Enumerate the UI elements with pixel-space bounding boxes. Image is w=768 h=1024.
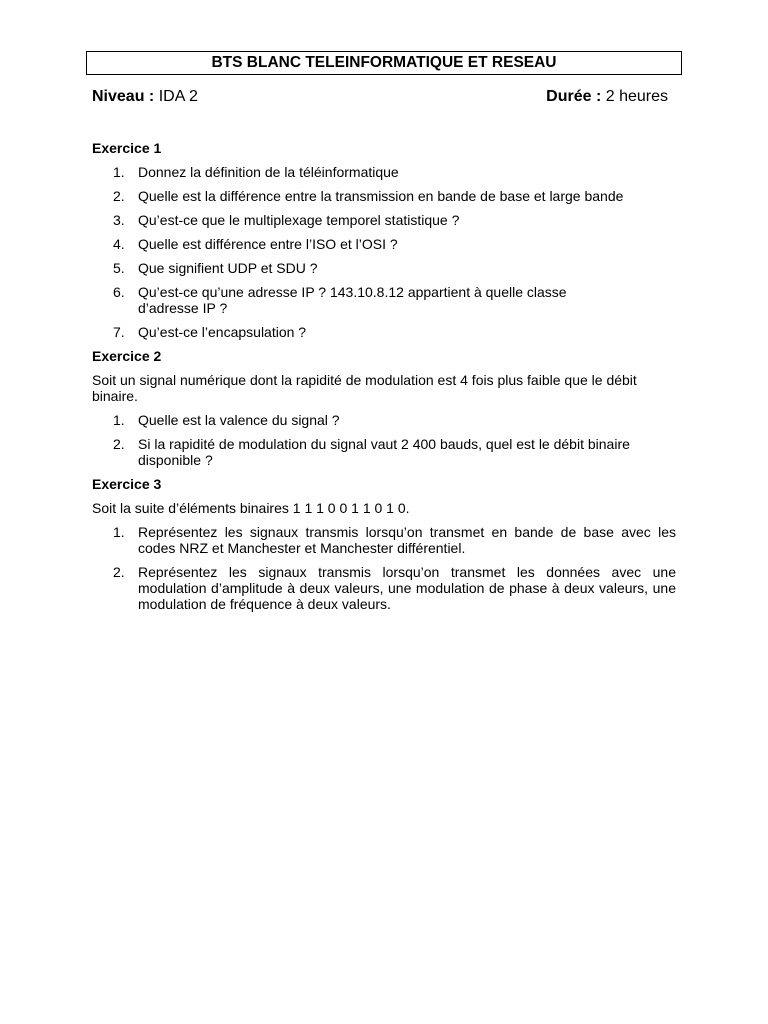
question-item: [92, 260, 676, 276]
question-text: Quelle est différence entre l’ISO et l’OSI ?: [138, 236, 398, 252]
duration-info: [546, 86, 668, 108]
question-item: [92, 412, 676, 428]
exercise-3-heading: Exercice 3: [92, 476, 162, 492]
exam-info-row: [92, 86, 668, 108]
exercise-3: [92, 476, 676, 612]
question-text: Quelle est la différence entre la transmission en bande de base et large bande: [138, 188, 624, 204]
question-number: 1.: [113, 524, 125, 540]
question-text: Que signifient UDP et SDU ?: [138, 260, 318, 276]
question-item: [92, 212, 676, 228]
question-text: Si la rapidité de modulation du signal vaut 2 400 bauds, quel est le débit binaire disponible ?: [138, 436, 630, 468]
question-item: [92, 436, 676, 468]
exercise-1: [92, 140, 676, 340]
exercise-2: [92, 348, 676, 468]
question-number: 5.: [113, 260, 125, 276]
exercise-1-heading: Exercice 1: [92, 140, 162, 156]
question-item: [92, 236, 676, 252]
question-number: 2.: [113, 188, 125, 204]
question-text: Qu’est-ce l’encapsulation ?: [138, 324, 307, 340]
level-label: Niveau :: [92, 88, 155, 105]
question-number: 3.: [113, 212, 125, 228]
level-info: [92, 86, 198, 108]
exam-title: BTS BLANC TELEINFORMATIQUE ET RESEAU: [86, 51, 682, 75]
question-text: Qu’est-ce que le multiplexage temporel statistique ?: [138, 212, 460, 228]
question-item: [92, 324, 676, 340]
question-number: 2.: [113, 436, 125, 452]
question-text: Représentez les signaux transmis lorsqu’on transmet les données avec une modulation d’amplitude à deux valeurs, une modulation de phase à deux valeurs, une modulation de fréquence à deux valeurs.: [138, 564, 676, 612]
exercise-2-intro: Soit un signal numérique dont la rapidité de modulation est 4 fois plus faible que le débit binaire.: [92, 372, 637, 404]
exercise-2-heading: Exercice 2: [92, 348, 162, 364]
level-value: IDA 2: [158, 88, 198, 105]
question-number: 6.: [113, 284, 125, 300]
exercise-1-questions: [92, 164, 676, 340]
question-text: Qu’est-ce qu’une adresse IP ? 143.10.8.12 appartient à quelle classe d’adresse IP ?: [138, 284, 567, 316]
exercise-2-questions: [92, 412, 676, 468]
question-item: [92, 164, 676, 180]
question-number: 1.: [113, 412, 125, 428]
exercise-3-questions: [92, 524, 676, 612]
question-item: [92, 524, 676, 556]
question-item: [92, 188, 676, 204]
question-number: 1.: [113, 164, 125, 180]
question-item: [92, 284, 676, 316]
exercise-3-intro: Soit la suite d’éléments binaires 1 1 1 0 0 1 1 0 1 0.: [92, 500, 410, 516]
question-item: [92, 564, 676, 612]
duration-label: Durée :: [546, 88, 602, 105]
duration-value: 2 heures: [605, 88, 668, 105]
question-number: 4.: [113, 236, 125, 252]
question-text: Quelle est la valence du signal ?: [138, 412, 340, 428]
question-number: 2.: [113, 564, 125, 580]
exam-content: [92, 140, 676, 620]
question-text: Représentez les signaux transmis lorsqu’on transmet en bande de base avec les codes NRZ et Manchester et Manchester différentiel.: [138, 524, 676, 556]
question-number: 7.: [113, 324, 125, 340]
question-text: Donnez la définition de la téléinformatique: [138, 164, 399, 180]
